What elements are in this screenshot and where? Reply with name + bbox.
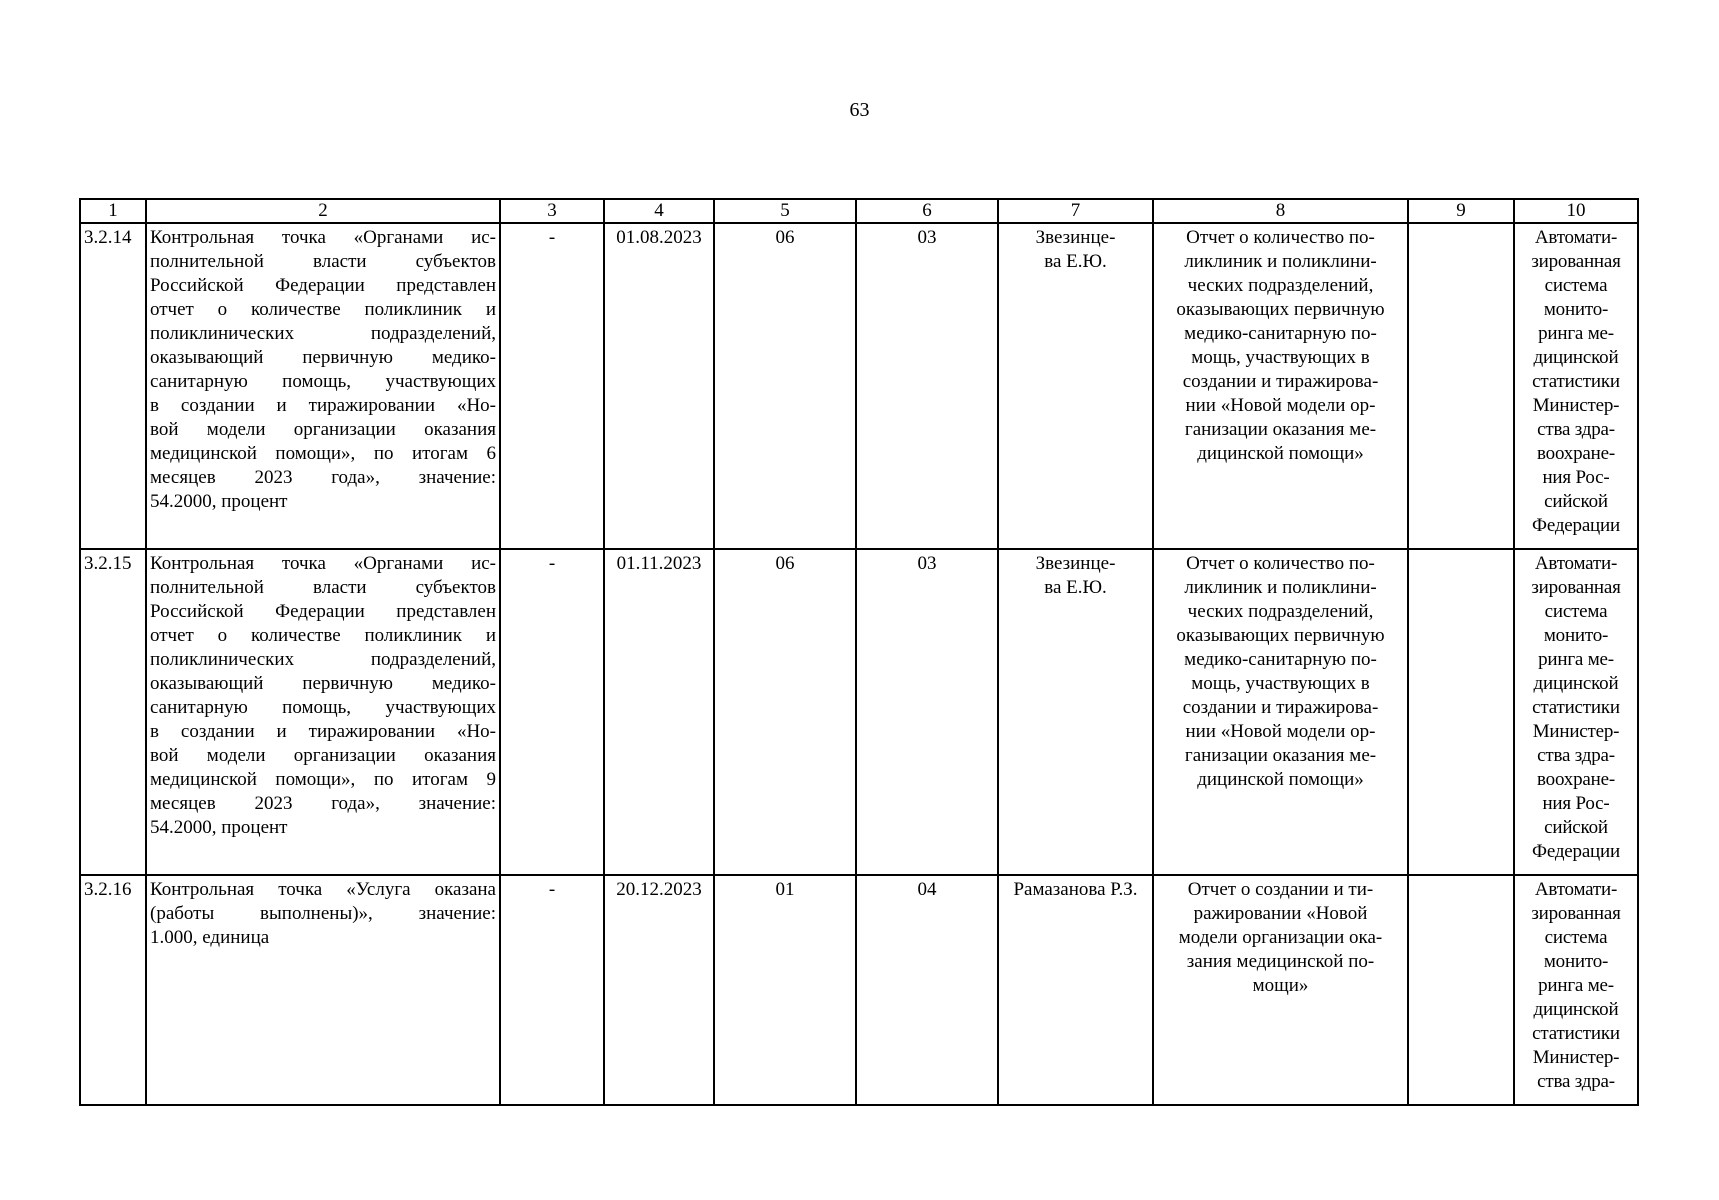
column-3-value: - [500,223,604,549]
table-row [80,875,1638,1105]
system-line: дицинской [1533,347,1619,368]
column-9-value [1408,549,1514,875]
document-line: ческих подразделений, [1187,601,1374,622]
system-line: Министер- [1532,395,1620,416]
document-line: нии «Новой модели ор- [1185,721,1376,742]
information-system [1514,223,1638,549]
description-line: поликлинических подразделений, [150,323,496,344]
responsible-person [998,549,1153,875]
column-header-1: 1 [80,199,146,223]
column-6-value: 03 [856,223,998,549]
system-line: воохране- [1537,443,1615,464]
information-system [1514,875,1638,1105]
control-point-description [146,875,500,1105]
document-line: ганизации оказания ме- [1184,745,1377,766]
system-line: Автомати- [1534,227,1618,248]
system-line: ринга ме- [1538,975,1614,996]
description-line: поликлинических подразделений, [150,649,496,670]
document-line: медико-санитарную по- [1184,649,1377,670]
document-line: мощь, участвующих в [1191,673,1370,694]
description-line: санитарную помощь, участвующих [150,371,496,392]
document-line: нии «Новой модели ор- [1185,395,1376,416]
column-3-value: - [500,549,604,875]
system-line: ния Рос- [1542,467,1610,488]
description-line: Российской Федерации представлен [150,275,496,296]
information-system [1514,549,1638,875]
document-line: Отчет о создании и ти- [1187,879,1374,900]
description-line: Контрольная точка «Органами ис- [150,227,496,248]
document-line: ческих подразделений, [1187,275,1374,296]
column-header-5: 5 [714,199,856,223]
column-3-value: - [500,875,604,1105]
system-line: монито- [1543,951,1609,972]
description-line: оказывающий первичную медико- [150,673,496,694]
responsible-line: ва Е.Ю. [1044,251,1107,272]
description-line: медицинской помощи», по итогам 9 [150,769,496,790]
document-line: ликлиник и поликлини- [1184,577,1377,598]
system-line: статистики [1532,697,1620,718]
document-line: зания медицинской по- [1186,951,1375,972]
result-document [1153,223,1408,549]
system-line: Федерации [1532,515,1620,536]
system-line: зированная [1531,577,1621,598]
document-line: оказывающих первичную [1176,299,1385,320]
document-line: создании и тиражирова- [1182,697,1379,718]
column-5-value: 06 [714,549,856,875]
document-line: Отчет о количество по- [1186,553,1375,574]
plan-table [79,198,1639,1106]
description-line: (работы выполнены)», значение: [150,903,496,924]
system-line: сийской [1544,817,1608,838]
system-line: монито- [1543,625,1609,646]
description-line: отчет о количестве поликлиник и [150,299,496,320]
control-point-description [146,223,500,549]
description-line: месяцев 2023 года», значение: [150,467,496,488]
description-line: Контрольная точка «Органами ис- [150,553,496,574]
system-line: воохране- [1537,769,1615,790]
system-line: Министер- [1532,721,1620,742]
description-line: полнительной власти субъектов [150,577,496,598]
date-value: 20.12.2023 [604,875,714,1105]
description-line: месяцев 2023 года», значение: [150,793,496,814]
document-line: дицинской помощи» [1197,769,1364,790]
column-9-value [1408,223,1514,549]
responsible-line: Звезинце- [1035,227,1116,248]
system-line: ния Рос- [1542,793,1610,814]
document-line: ганизации оказания ме- [1184,419,1377,440]
row-number: 3.2.15 [80,549,146,875]
system-line: ства здра- [1537,419,1615,440]
column-6-value: 04 [856,875,998,1105]
column-header-8: 8 [1153,199,1408,223]
column-header-4: 4 [604,199,714,223]
document-line: медико-санитарную по- [1184,323,1377,344]
description-line: санитарную помощь, участвующих [150,697,496,718]
description-line: 1.000, единица [150,927,270,948]
document-line: оказывающих первичную [1176,625,1385,646]
description-line: оказывающий первичную медико- [150,347,496,368]
responsible-line: ва Е.Ю. [1044,577,1107,598]
document-line: ликлиник и поликлини- [1184,251,1377,272]
system-line: сийской [1544,491,1608,512]
system-line: статистики [1532,1023,1620,1044]
result-document [1153,549,1408,875]
description-line: в создании и тиражировании «Но- [150,395,496,416]
document-line: модели организации ока- [1178,927,1383,948]
document-line: дицинской помощи» [1197,443,1364,464]
document-line: Отчет о количество по- [1186,227,1375,248]
system-line: система [1544,275,1608,296]
responsible-person [998,875,1153,1105]
column-number-row [80,199,1638,223]
date-value: 01.11.2023 [604,549,714,875]
column-header-7: 7 [998,199,1153,223]
description-line: полнительной власти субъектов [150,251,496,272]
row-number: 3.2.16 [80,875,146,1105]
system-line: ринга ме- [1538,323,1614,344]
document-line: мощь, участвующих в [1191,347,1370,368]
system-line: система [1544,927,1608,948]
system-line: зированная [1531,903,1621,924]
column-header-2: 2 [146,199,500,223]
document-line: мощи» [1252,975,1309,996]
system-line: монито- [1543,299,1609,320]
system-line: Автомати- [1534,879,1618,900]
column-header-6: 6 [856,199,998,223]
system-line: Автомати- [1534,553,1618,574]
column-9-value [1408,875,1514,1105]
description-line: Контрольная точка «Услуга оказана [150,879,496,900]
row-number: 3.2.14 [80,223,146,549]
column-5-value: 01 [714,875,856,1105]
description-line: 54.2000, процент [150,817,288,838]
system-line: Министер- [1532,1047,1620,1068]
description-line: в создании и тиражировании «Но- [150,721,496,742]
system-line: зированная [1531,251,1621,272]
system-line: Федерации [1532,841,1620,862]
document-line: ражировании «Новой [1193,903,1368,924]
column-5-value: 06 [714,223,856,549]
description-line: Российской Федерации представлен [150,601,496,622]
system-line: ринга ме- [1538,649,1614,670]
description-line: отчет о количестве поликлиник и [150,625,496,646]
system-line: статистики [1532,371,1620,392]
system-line: дицинской [1533,673,1619,694]
column-header-9: 9 [1408,199,1514,223]
system-line: дицинской [1533,999,1619,1020]
description-line: вой модели организации оказания [150,745,496,766]
column-header-10: 10 [1514,199,1638,223]
description-line: вой модели организации оказания [150,419,496,440]
date-value: 01.08.2023 [604,223,714,549]
column-header-3: 3 [500,199,604,223]
system-line: система [1544,601,1608,622]
control-point-description [146,549,500,875]
responsible-line: Звезинце- [1035,553,1116,574]
system-line: ства здра- [1537,1071,1615,1092]
column-6-value: 03 [856,549,998,875]
description-line: медицинской помощи», по итогам 6 [150,443,496,464]
table-row [80,549,1638,875]
responsible-line: Рамазанова Р.З. [1013,879,1138,900]
result-document [1153,875,1408,1105]
system-line: ства здра- [1537,745,1615,766]
page-number: 63 [849,99,870,121]
description-line: 54.2000, процент [150,491,288,512]
table-row [80,223,1638,549]
responsible-person [998,223,1153,549]
document-line: создании и тиражирова- [1182,371,1379,392]
